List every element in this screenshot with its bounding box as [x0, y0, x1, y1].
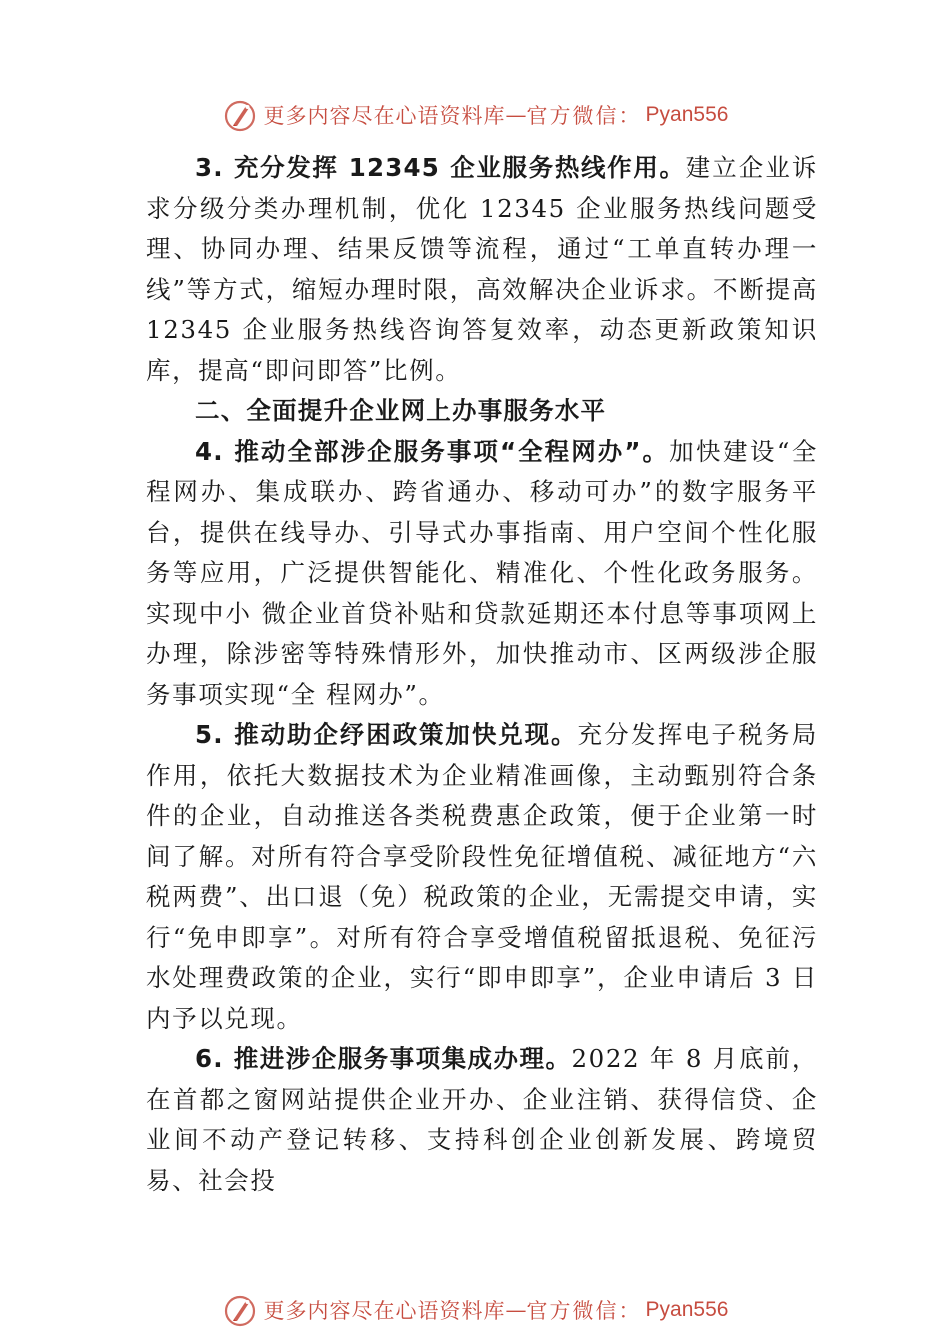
- item-heading: 5. 推动助企纾困政策加快兑现。: [195, 720, 578, 749]
- item-heading: 3. 充分发挥 12345 企业服务热线作用。: [195, 153, 686, 182]
- item-body: 加快建设“全程网办、集成联办、跨省通办、移动可办”的数字服务平台，提供在线导办、引导式办事指南、用户空间个性化服务等应用，广泛提供智能化、精准化、个性化政务服务。实现中小 微企业首贷补贴和贷款延期还本付息等事项网上办理，除涉密等特殊情形外，加快推动市、区两级涉企服务事项实现“全 程网办”。: [146, 436, 819, 709]
- item-body: 充分发挥电子税务局作用，依托大数据技术为企业精准画像，主动甄别符合条件的企业，自动推送各类税费惠企政策，便于企业第一时间了解。对所有符合享受阶段性免征增值税、减征地方“六税两费”、出口退（免）税政策的企业，无需提交申请，实行“免申即享”。对所有符合享受增值税留抵退税、免征污水处理费政策的企业，实行“即申即享”，企业申请后 3 日内予以兑现。: [146, 720, 818, 1033]
- watermark-text: 更多内容尽在心语资料库: [263, 1299, 506, 1323]
- watermark-wechat-label: 官方微信：: [526, 1299, 642, 1323]
- watermark-text: 更多内容尽在心语资料库: [263, 104, 506, 128]
- paragraph-item-6: [146, 1039, 818, 1201]
- watermark-wechat-id: Pyan556: [645, 1298, 729, 1321]
- item-heading: 4. 推动全部涉企服务事项“全程网办”。: [195, 436, 670, 466]
- item-heading: 6. 推进涉企服务事项集成办理。: [195, 1044, 572, 1073]
- paragraph-item-5: [146, 715, 818, 1039]
- watermark-banner-top: [0, 95, 950, 135]
- fountain-pen-logo-icon: [222, 97, 258, 133]
- watermark-wechat-id: Pyan556: [645, 103, 729, 126]
- section-heading: 二、全面提升企业网上办事服务水平: [195, 396, 607, 425]
- watermark-dash: —: [505, 1298, 527, 1322]
- item-body: 建立企业诉求分级分类办理机制，优化 12345 企业服务热线问题受理、协同办理、结果反馈等流程，通过“工单直转办理一线”等方式，缩短办理时限，高效解决企业诉求。不断提高 12345 企业服务热线咨询答复效率，动态更新政策知识库，提高“即问即答”比例。: [146, 153, 818, 385]
- item-body: 2022 年 8 月底前，在首都之窗网站提供企业开办、企业注销、获得信贷、企业间不动产登记转移、支持科创企业创新发展、跨境贸易、社会投: [146, 1044, 818, 1195]
- watermark-banner-bottom: [0, 1290, 950, 1330]
- paragraph-item-4: [146, 432, 818, 716]
- paragraph-item-3: [146, 148, 818, 391]
- fountain-pen-logo-icon: [222, 1292, 258, 1328]
- watermark-wechat-label: 官方微信：: [526, 104, 642, 128]
- document-body: [146, 148, 818, 1201]
- watermark-dash: —: [505, 103, 527, 127]
